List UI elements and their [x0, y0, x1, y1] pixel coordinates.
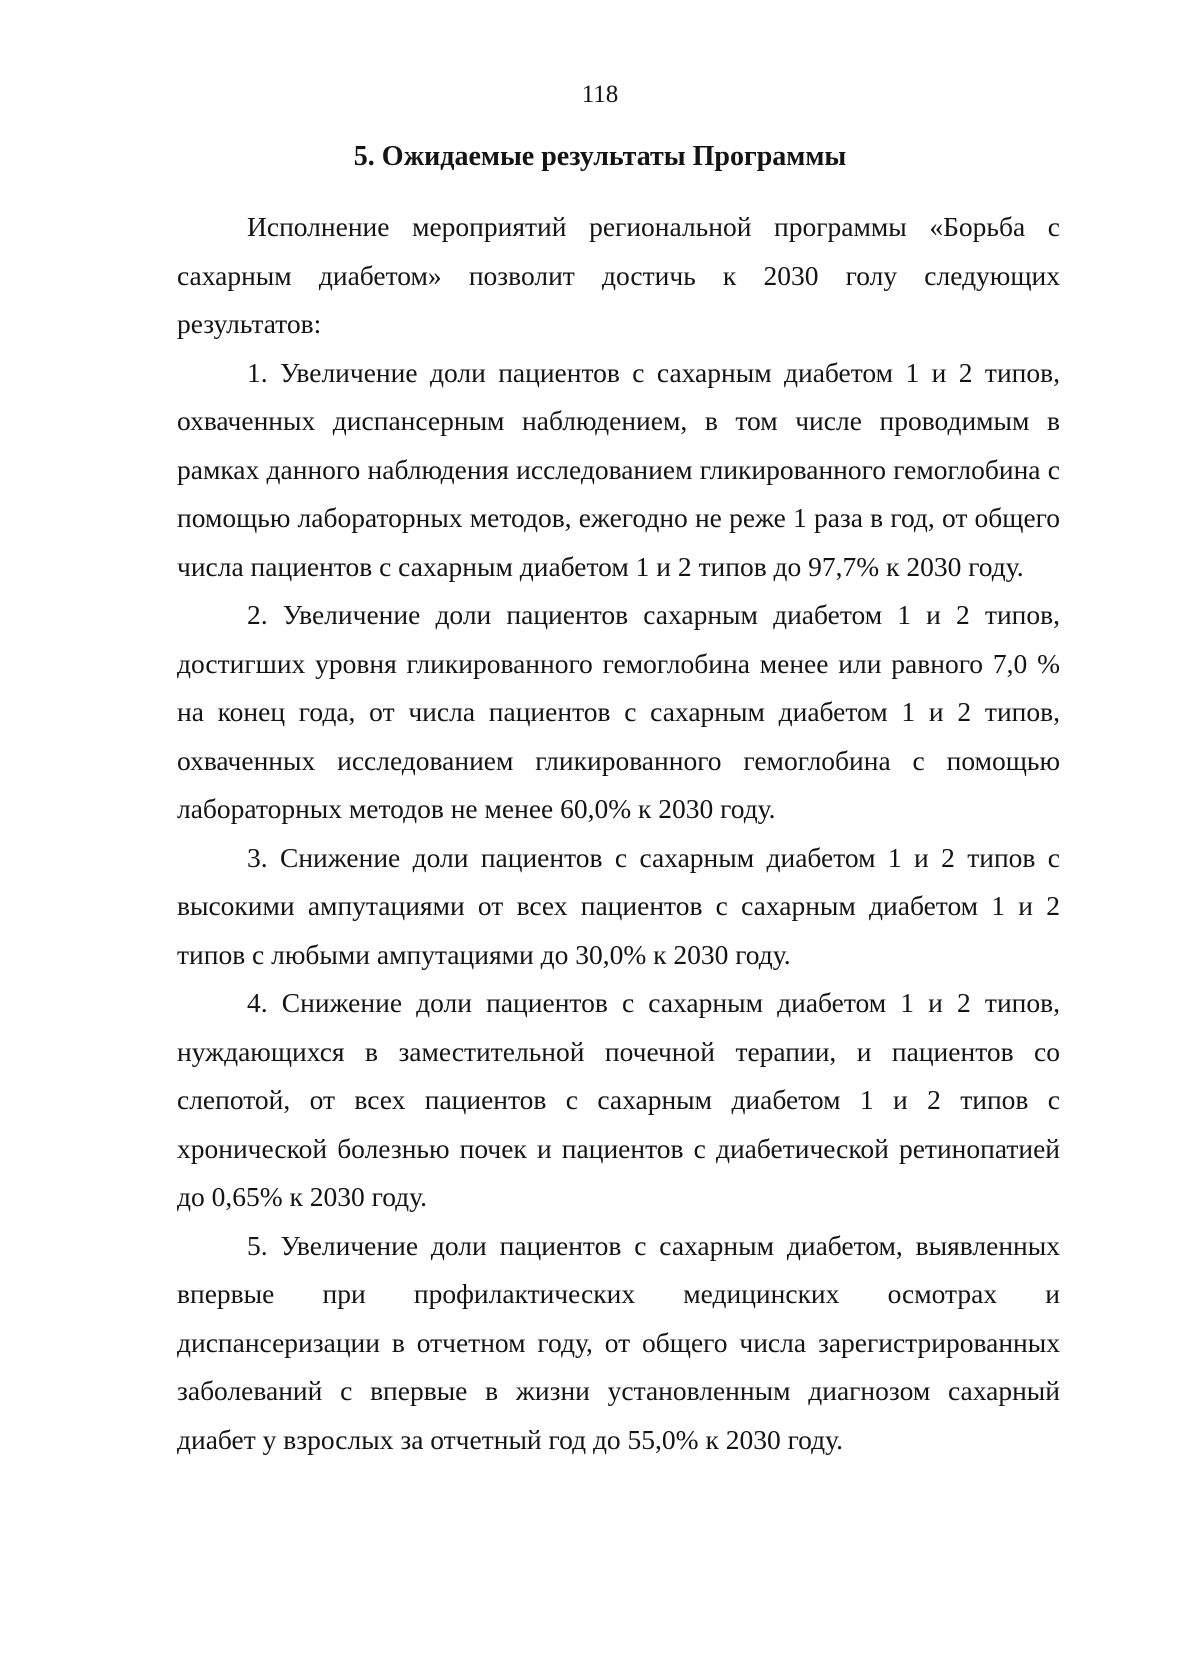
result-item-2: 2. Увеличение доли пациентов сахарным диабетом 1 и 2 типов, достигших уровня гликированного гемоглобина менее или равного 7,0 % на конец года, от числа пациентов с сахарным диабетом 1 и 2 типов, охваченных исследованием гликированного гемоглобина с помощью лабораторных методов не менее 60,0% к 2030 году.	[177, 599, 1060, 824]
section-heading: 5. Ожидаемые результаты Программы	[353, 141, 847, 172]
result-item-4: 4. Снижение доли пациентов с сахарным диабетом 1 и 2 типов, нуждающихся в заместительной почечной терапии, и пациентов со слепотой, от всех пациентов с сахарным диабетом 1 и 2 типов с хронической болезнью почек и пациентов с диабетической ретинопатией до 0,65% к 2030 году.	[177, 987, 1060, 1212]
result-item-1: 1. Увеличение доли пациентов с сахарным диабетом 1 и 2 типов, охваченных диспансерным наблюдением, в том числе проводимым в рамках данного наблюдения исследованием гликированного гемоглобина с помощью лабораторных методов, ежегодно не реже 1 раза в год, от общего числа пациентов с сахарным диабетом 1 и 2 типов до 97,7% к 2030 году.	[177, 356, 1060, 582]
result-item-5: 5. Увеличение доли пациентов с сахарным диабетом, выявленных впервые при профилактических медицинских осмотрах и диспансеризации в отчетном году, от общего числа зарегистрированных заболеваний с впервые в жизни установленным диагнозом сахарный диабет у взрослых за отчетный год до 55,0% к 2030 году.	[177, 1229, 1060, 1455]
intro-paragraph: Исполнение мероприятий региональной программы «Борьба с сахарным диабетом» позволит достичь к 2030 голу следующих результатов:	[177, 211, 1060, 339]
result-item-3: 3. Снижение доли пациентов с сахарным диабетом 1 и 2 типов с высокими ампутациями от всех пациентов с сахарным диабетом 1 и 2 типов с любыми ампутациями до 30,0% к 2030 году.	[177, 841, 1060, 970]
page-number: 118	[581, 81, 619, 108]
document-body	[177, 203, 1060, 1464]
